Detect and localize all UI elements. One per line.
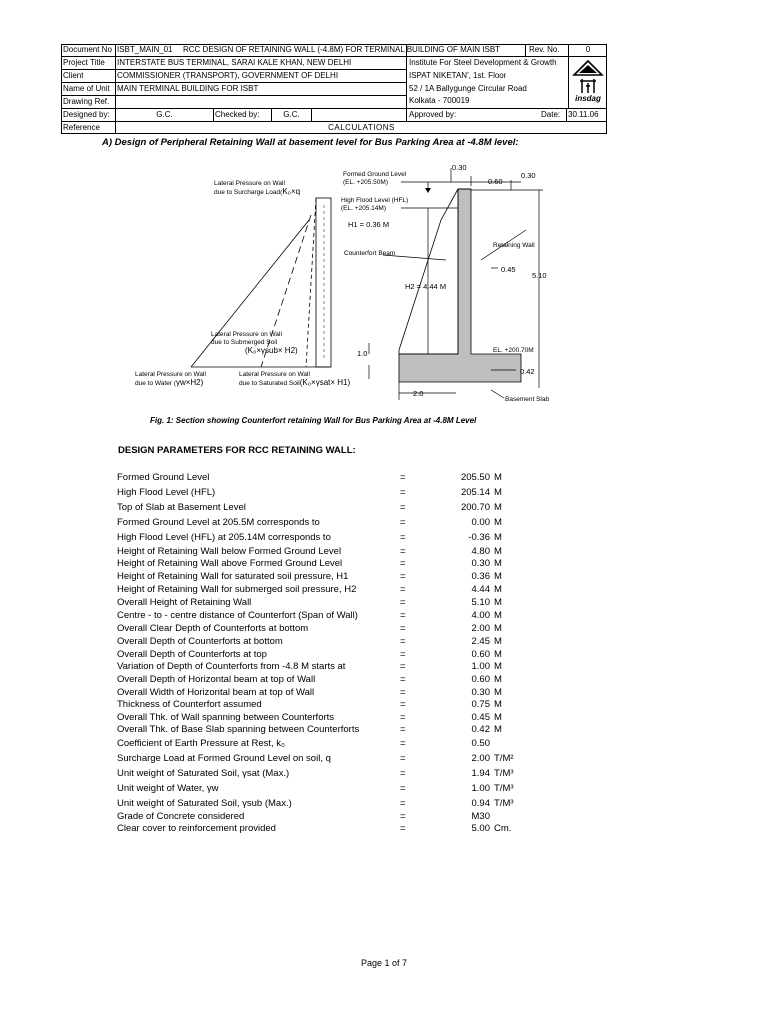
param-equals: = [400, 636, 406, 647]
rev-value: 0 [585, 45, 591, 54]
drawing-label: Drawing Ref. [63, 97, 110, 106]
param-value: 0.60 [471, 674, 490, 685]
h1-label: H1 = 0.36 M [348, 220, 390, 229]
param-equals: = [400, 674, 406, 685]
param-value: 4.80 [471, 546, 490, 557]
dim-045: 0.45 [501, 265, 516, 274]
param-value: -0.36 [468, 532, 490, 543]
param-equals: = [400, 783, 406, 794]
param-unit: M [494, 584, 502, 595]
param-label: Overall Thk. of Wall spanning between Counterforts [117, 712, 335, 723]
param-label: Overall Thk. of Base Slab spanning between Counterforts [117, 724, 360, 735]
param-unit: M [494, 532, 502, 543]
param-label: Variation of Depth of Counterforts from -4.8 M starts at [117, 661, 346, 672]
param-equals: = [400, 811, 406, 822]
param-row [0, 783, 768, 795]
param-label: Clear cover to reinforcement provided [117, 823, 276, 834]
param-unit: M [494, 610, 502, 621]
param-unit: M [494, 597, 502, 608]
param-unit: M [494, 487, 502, 498]
param-row [0, 798, 768, 810]
param-unit: M [494, 502, 502, 513]
param-equals: = [400, 712, 406, 723]
param-value: 0.00 [471, 517, 490, 528]
param-value: 1.00 [471, 661, 490, 672]
rev-label: Rev. No. [529, 45, 560, 54]
param-row [0, 649, 768, 661]
param-unit: M [494, 472, 502, 483]
param-value: 5.00 [471, 823, 490, 834]
param-value: 2.45 [471, 636, 490, 647]
param-equals: = [400, 768, 406, 779]
param-label: Formed Ground Level [117, 472, 210, 483]
param-unit: M [494, 636, 502, 647]
param-value: 0.75 [471, 699, 490, 710]
param-value: 0.45 [471, 712, 490, 723]
submerged-formula: (K₀×γsub× H2) [245, 346, 298, 355]
formed-ground-label: Formed Ground Level [343, 171, 407, 178]
param-unit: M [494, 546, 502, 557]
date-value: 30.11.06 [568, 110, 599, 119]
saturated-label-1: Lateral Pressure on Wall [239, 371, 310, 378]
param-equals: = [400, 649, 406, 660]
param-value: 4.44 [471, 584, 490, 595]
param-label: Unit weight of Water, γw [117, 783, 219, 794]
basement-slab-label: Basement Slab [505, 396, 550, 403]
dim-10: 1.0 [357, 349, 368, 358]
param-equals: = [400, 753, 406, 764]
param-value: 2.00 [471, 753, 490, 764]
param-equals: = [400, 532, 406, 543]
param-value: 4.00 [471, 610, 490, 621]
param-equals: = [400, 546, 406, 557]
param-value: 0.30 [471, 687, 490, 698]
param-equals: = [400, 472, 406, 483]
dim-060: 0.60 [488, 177, 503, 186]
param-row [0, 487, 768, 499]
doc-title: RCC DESIGN OF RETAINING WALL (-4.8M) FOR TERMINAL BUILDING OF MAIN ISBT [183, 45, 501, 54]
param-row [0, 623, 768, 635]
param-unit: M [494, 724, 502, 735]
dim-510: 5.10 [532, 271, 547, 280]
param-value: 0.94 [471, 798, 490, 809]
param-equals: = [400, 597, 406, 608]
org-line-1: Institute For Steel Development & Growth [409, 58, 557, 67]
param-row [0, 687, 768, 699]
param-equals: = [400, 623, 406, 634]
water-text: due to Water ( [135, 380, 176, 387]
org-line-4: Kolkata - 700019 [409, 96, 470, 105]
saturated-label-2 [239, 379, 350, 388]
param-label: Overall Depth of Counterforts at bottom [117, 636, 283, 647]
page-footer: Page 1 of 7 [360, 958, 408, 968]
param-row [0, 768, 768, 780]
param-label: Centre - to - centre distance of Counterfort (Span of Wall) [117, 610, 358, 621]
param-row [0, 699, 768, 711]
param-unit: M [494, 674, 502, 685]
param-row [0, 546, 768, 558]
param-equals: = [400, 584, 406, 595]
param-row [0, 532, 768, 544]
param-row [0, 517, 768, 529]
param-value: 1.00 [471, 783, 490, 794]
client-label: Client [63, 71, 84, 80]
param-value: M30 [471, 811, 490, 822]
param-equals: = [400, 610, 406, 621]
param-value: 0.50 [471, 738, 490, 749]
dim-042: 0.42 [520, 367, 535, 376]
param-equals: = [400, 502, 406, 513]
param-label: Height of Retaining Wall below Formed Ground Level [117, 546, 342, 557]
unit-value: MAIN TERMINAL BUILDING FOR ISBT [117, 84, 259, 93]
param-value: 0.42 [471, 724, 490, 735]
param-label: Grade of Concrete considered [117, 811, 245, 822]
param-row [0, 610, 768, 622]
param-row [0, 712, 768, 724]
water-label-1: Lateral Pressure on Wall [135, 371, 206, 378]
param-row [0, 674, 768, 686]
param-equals: = [400, 699, 406, 710]
project-label: Project Title [63, 58, 105, 67]
water-label-2 [135, 379, 203, 388]
param-value: 0.36 [471, 571, 490, 582]
hfl-label: High Flood Level (HFL) [341, 197, 409, 204]
document-header-table [61, 44, 607, 134]
param-row [0, 823, 768, 835]
param-unit: M [494, 649, 502, 660]
param-label: Surcharge Load at Formed Ground Level on soil, q [117, 753, 331, 764]
param-equals: = [400, 738, 406, 749]
param-label: Overall Height of Retaining Wall [117, 597, 252, 608]
param-label: Unit weight of Saturated Soil, γsub (Max.) [117, 798, 292, 809]
param-unit: T/M³ [494, 768, 514, 779]
param-label: Height of Retaining Wall for submerged soil pressure, H2 [117, 584, 357, 595]
param-equals: = [400, 571, 406, 582]
param-row [0, 753, 768, 765]
designed-value: G.C. [156, 110, 173, 119]
param-unit: M [494, 661, 502, 672]
param-equals: = [400, 487, 406, 498]
approved-label: Approved by: [409, 110, 457, 119]
param-row [0, 661, 768, 673]
formed-ground-el: (EL. +205.50M) [343, 179, 388, 186]
param-unit: M [494, 687, 502, 698]
saturated-text: due to Saturated Soil [239, 380, 300, 387]
dim-030-top: 0.30 [452, 163, 467, 172]
param-row [0, 558, 768, 570]
org-line-3: 52 / 1A Ballygunge Circular Road [409, 84, 527, 93]
retaining-wall-label: Retaining Wall [493, 242, 535, 249]
water-level-marker [425, 188, 431, 193]
param-unit: M [494, 712, 502, 723]
figure-caption: Fig. 1: Section showing Counterfort retaining Wall for Bus Parking Area at -4.8M Level [150, 416, 477, 425]
param-label: Height of Retaining Wall for saturated soil pressure, H1 [117, 571, 349, 582]
surcharge-label-2 [214, 188, 300, 197]
param-label: Overall Depth of Counterforts at top [117, 649, 267, 660]
param-unit: T/M² [494, 753, 514, 764]
project-value: INTERSTATE BUS TERMINAL, SARAI KALE KHAN, NEW DELHI [117, 58, 352, 67]
surcharge-text: due to Surcharge Load( [214, 189, 283, 196]
param-row [0, 724, 768, 736]
h2-label: H2 = 4.44 M [405, 282, 447, 291]
doc-no-value: ISBT_MAIN_01 [117, 45, 173, 54]
dim-20: 2.0 [413, 389, 424, 398]
param-unit: M [494, 623, 502, 634]
param-value: 2.00 [471, 623, 490, 634]
water-formula: γw×H2) [175, 378, 204, 387]
date-label: Date: [541, 110, 561, 119]
param-row [0, 584, 768, 596]
submerged-label-1: Lateral Pressure on Wall [211, 331, 282, 338]
retaining-wall-figure [61, 160, 607, 410]
param-value: 0.30 [471, 558, 490, 569]
param-row [0, 571, 768, 583]
param-unit: M [494, 571, 502, 582]
param-unit: T/M³ [494, 798, 514, 809]
param-label: Formed Ground Level at 205.5M corresponds to [117, 517, 320, 528]
param-equals: = [400, 823, 406, 834]
counterfort-beam-label: Counterfort Beam [344, 250, 396, 257]
dim-030-right: 0.30 [521, 171, 536, 180]
param-row [0, 472, 768, 484]
surcharge-label-1: Lateral Pressure on Wall [214, 180, 285, 187]
checked-value: G.C. [283, 110, 300, 119]
param-equals: = [400, 687, 406, 698]
param-equals: = [400, 517, 406, 528]
param-equals: = [400, 661, 406, 672]
param-row [0, 738, 768, 750]
param-unit: Cm. [494, 823, 512, 834]
saturated-formula: (K₀×γsat× H1) [299, 378, 351, 387]
param-row [0, 636, 768, 648]
param-label: High Flood Level (HFL) at 205.14M corresponds to [117, 532, 331, 543]
param-value: 0.60 [471, 649, 490, 660]
param-label: Overall Width of Horizontal beam at top of Wall [117, 687, 315, 698]
param-row [0, 502, 768, 514]
param-unit: M [494, 558, 502, 569]
param-value: 5.10 [471, 597, 490, 608]
param-value: 205.14 [460, 487, 490, 498]
params-title: DESIGN PARAMETERS FOR RCC RETAINING WALL: [118, 445, 356, 456]
param-unit: T/M³ [494, 783, 514, 794]
param-label: Overall Clear Depth of Counterforts at bottom [117, 623, 309, 634]
el-200-label: EL. +200.70M [493, 347, 534, 354]
submerged-label-2: due to Submerged Soil [211, 339, 278, 346]
param-label: Thickness of Counterfort assumed [117, 699, 262, 710]
param-equals: = [400, 798, 406, 809]
param-row [0, 597, 768, 609]
param-label: High Flood Level (HFL) [117, 487, 216, 498]
param-value: 205.50 [460, 472, 490, 483]
param-label: Coefficient of Earth Pressure at Rest, k₀ [117, 738, 285, 749]
param-value: 200.70 [460, 502, 490, 513]
org-line-2: ISPAT NIKETAN', 1st. Floor [409, 71, 507, 80]
designed-label: Designed by: [63, 110, 110, 119]
unit-label: Name of Unit [63, 84, 110, 93]
client-value: COMMISSIONER (TRANSPORT), GOVERNMENT OF DELHI [117, 71, 339, 80]
param-equals: = [400, 724, 406, 735]
param-equals: = [400, 558, 406, 569]
checked-label: Checked by: [215, 110, 260, 119]
reference-label: Reference [63, 123, 100, 132]
param-unit: M [494, 699, 502, 710]
param-unit: M [494, 517, 502, 528]
surcharge-formula: K₀×q [282, 187, 301, 196]
param-label: Unit weight of Saturated Soil, γsat (Max.) [117, 768, 290, 779]
param-value: 1.94 [471, 768, 490, 779]
param-label: Overall Depth of Horizontal beam at top of Wall [117, 674, 316, 685]
param-label: Height of Retaining Wall above Formed Ground Level [117, 558, 343, 569]
doc-no-label: Document No [63, 45, 112, 54]
param-label: Top of Slab at Basement Level [117, 502, 246, 513]
section-title: A) Design of Peripheral Retaining Wall at basement level for Bus Parking Area at -4.8M level: [102, 137, 519, 148]
param-row [0, 811, 768, 823]
calculations-label: CALCULATIONS [328, 123, 395, 132]
insdag-logo [571, 59, 605, 105]
logo-text: insdag [575, 94, 601, 103]
hfl-el: (EL. +205.14M) [341, 205, 386, 212]
